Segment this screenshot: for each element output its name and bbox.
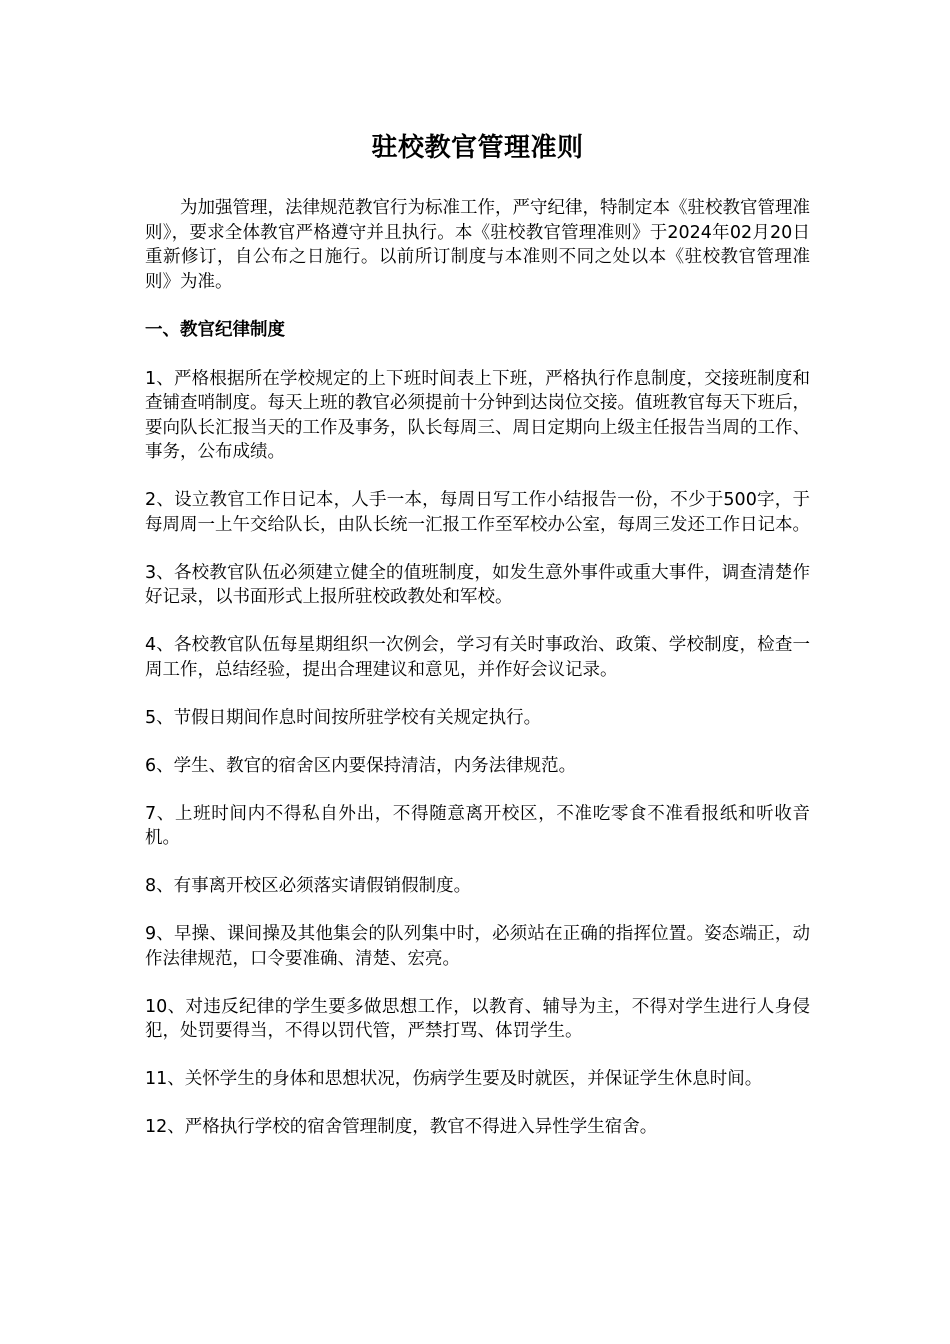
rule-item: 7、上班时间内不得私自外出，不得随意离开校区，不准吃零食不准看报纸和听收音机。 bbox=[145, 803, 810, 848]
section-heading: 一、教官纪律制度 bbox=[145, 320, 285, 340]
rule-item: 8、有事离开校区必须落实请假销假制度。 bbox=[145, 876, 472, 896]
rule-item: 2、设立教官工作日记本，人手一本，每周日写工作小结报告一份，不少于500字，于每周周一上午交给队长，由队长统一汇报工作至军校办公室，每周三发还工作日记本。 bbox=[145, 490, 810, 535]
rule-item: 6、学生、教官的宿舍区内要保持清洁，内务法律规范。 bbox=[145, 755, 577, 776]
rule-item: 4、各校教官队伍每星期组织一次例会，学习有关时事政治、政策、学校制度，检查一周工作，总结经验，提出合理建议和意见，并作好会议记录。 bbox=[145, 635, 810, 680]
rule-item: 9、早操、课间操及其他集会的队列集中时，必须站在正确的指挥位置。姿态端正，动作法律规范，口令要准确、清楚、宏亮。 bbox=[145, 924, 810, 969]
rule-item: 10、对违反纪律的学生要多做思想工作，以教育、辅导为主，不得对学生进行人身侵犯，处罚要得当，不得以罚代管，严禁打骂、体罚学生。 bbox=[145, 996, 810, 1041]
rule-item: 3、各校教官队伍必须建立健全的值班制度，如发生意外事件或重大事件，调查清楚作好记录，以书面形式上报所驻校政教处和军校。 bbox=[145, 562, 810, 607]
document-page bbox=[145, 128, 810, 1163]
rule-item: 11、关怀学生的身体和思想状况，伤病学生要及时就医，并保证学生休息时间。 bbox=[145, 1069, 763, 1089]
rule-item: 1、严格根据所在学校规定的上下班时间表上下班，严格执行作息制度，交接班制度和查铺查哨制度。每天上班的教官必须提前十分钟到达岗位交接。值班教官每天下班后，要向队长汇报当天的工作及事务，队长每周三、周日定期向上级主任报告当周的工作、事务，公布成绩。 bbox=[145, 368, 810, 462]
intro-paragraph: 为加强管理，法律规范教官行为标准工作，严守纪律，特制定本《驻校教官管理准则》，要求全体教官严格遵守并且执行。本《驻校教官管理准则》于2024年02月20日重新修订，自公布之日施行。以前所订制度与本准则不同之处以本《驻校教官管理准则》为准。 bbox=[145, 198, 810, 292]
document-title: 驻校教官管理准则 bbox=[371, 133, 584, 163]
rule-item: 5、节假日期间作息时间按所驻学校有关规定执行。 bbox=[145, 707, 542, 728]
rule-item: 12、严格执行学校的宿舍管理制度，教官不得进入异性学生宿舍。 bbox=[145, 1117, 658, 1137]
